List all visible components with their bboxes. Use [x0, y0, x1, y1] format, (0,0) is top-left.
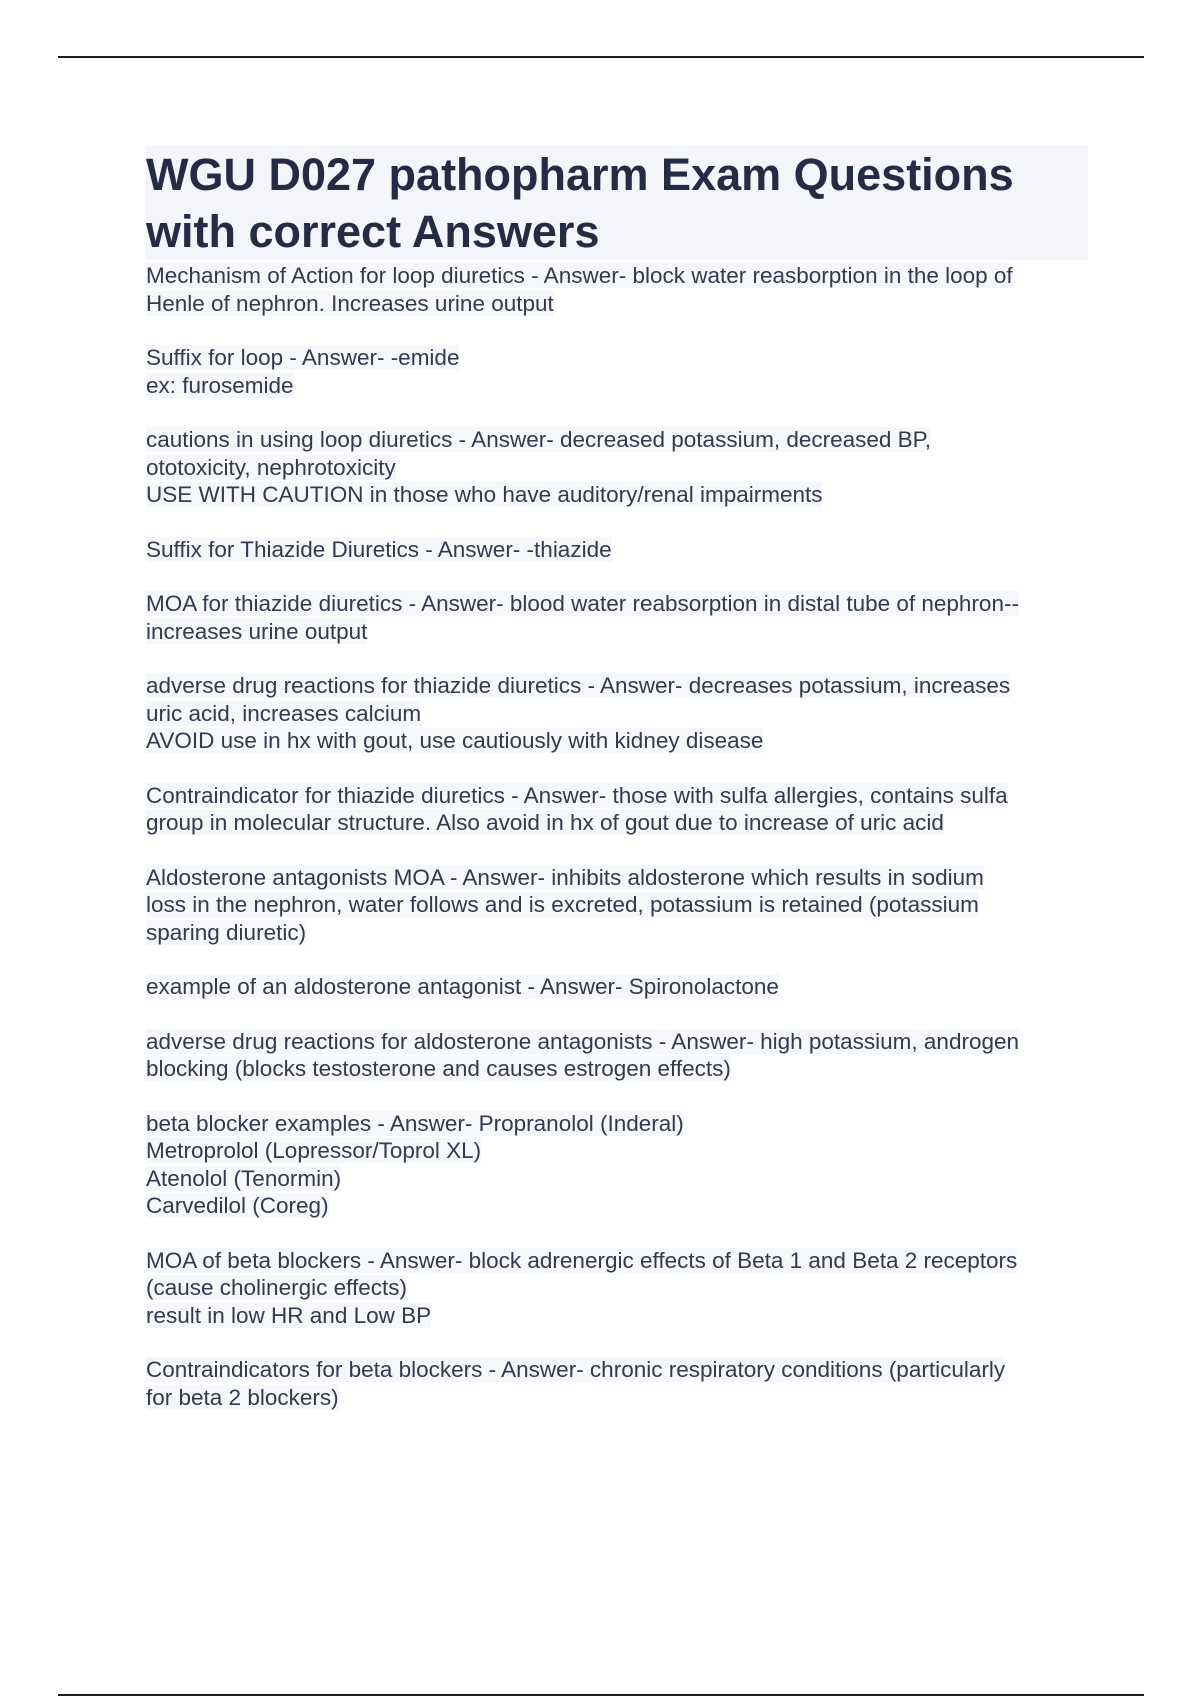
qa-entry-thiazide-suffix: Suffix for Thiazide Diuretics - Answer- -thiazide — [146, 536, 612, 562]
qa-entry-loop-moa: Mechanism of Action for loop diuretics - Answer- block water reasborption in the loop of Henle of nephron. Increases urine output — [146, 263, 1013, 316]
qa-entry-thiazide-contraindication: Contraindicator for thiazide diuretics - Answer- those with sulfa allergies, contains sulfa group in molecular structure. Also avoid in hx of gout due to increase of uric acid — [146, 782, 1008, 835]
document-body — [146, 146, 1090, 1438]
qa-entry-aldosterone-example: example of an aldosterone antagonist - Answer- Spironolactone — [146, 974, 779, 999]
footer-rule — [58, 1694, 1144, 1696]
document-title: WGU D027 pathopharm Exam Questions with correct Answers — [146, 146, 1088, 260]
qa-entry-aldosterone-moa: Aldosterone antagonists MOA - Answer- inhibits aldosterone which results in sodium loss in the nephron, water follows and is excreted, potassium is retained (potassium sparing diuretic) — [146, 864, 984, 945]
qa-entry-thiazide-adr: adverse drug reactions for thiazide diuretics - Answer- decreases potassium, increases uric acid, increases calcium AVOID use in hx with gout, use cautiously with kidney disease — [146, 673, 1011, 753]
header-rule — [58, 56, 1144, 58]
qa-entry-thiazide-moa: MOA for thiazide diuretics - Answer- blood water reabsorption in distal tube of nephron-- increases urine output — [146, 591, 1019, 644]
qa-entry-loop-cautions: cautions in using loop diuretics - Answer- decreased potassium, decreased BP, ototoxicity, nephrotoxicity USE WITH CAUTION in those who have auditory/renal impairments — [146, 427, 932, 507]
qa-entry-beta-blocker-contraindications: Contraindicators for beta blockers - Answer- chronic respiratory conditions (particularly for beta 2 blockers) — [146, 1357, 1006, 1410]
qa-entry-aldosterone-adr: adverse drug reactions for aldosterone antagonists - Answer- high potassium, androgen blocking (blocks testosterone and causes estrogen effects) — [146, 1028, 1020, 1081]
qa-entry-beta-blocker-moa: MOA of beta blockers - Answer- block adrenergic effects of Beta 1 and Beta 2 receptors (cause cholinergic effects) result in low HR and Low BP — [146, 1247, 1018, 1328]
qa-entry-beta-blocker-examples: beta blocker examples - Answer- Propranolol (Inderal) Metroprolol (Lopressor/Toprol XL) Atenolol (Tenormin) Carvedilol (Coreg) — [146, 1110, 684, 1218]
qa-entry-loop-suffix: Suffix for loop - Answer- -emide ex: furosemide — [146, 345, 460, 398]
